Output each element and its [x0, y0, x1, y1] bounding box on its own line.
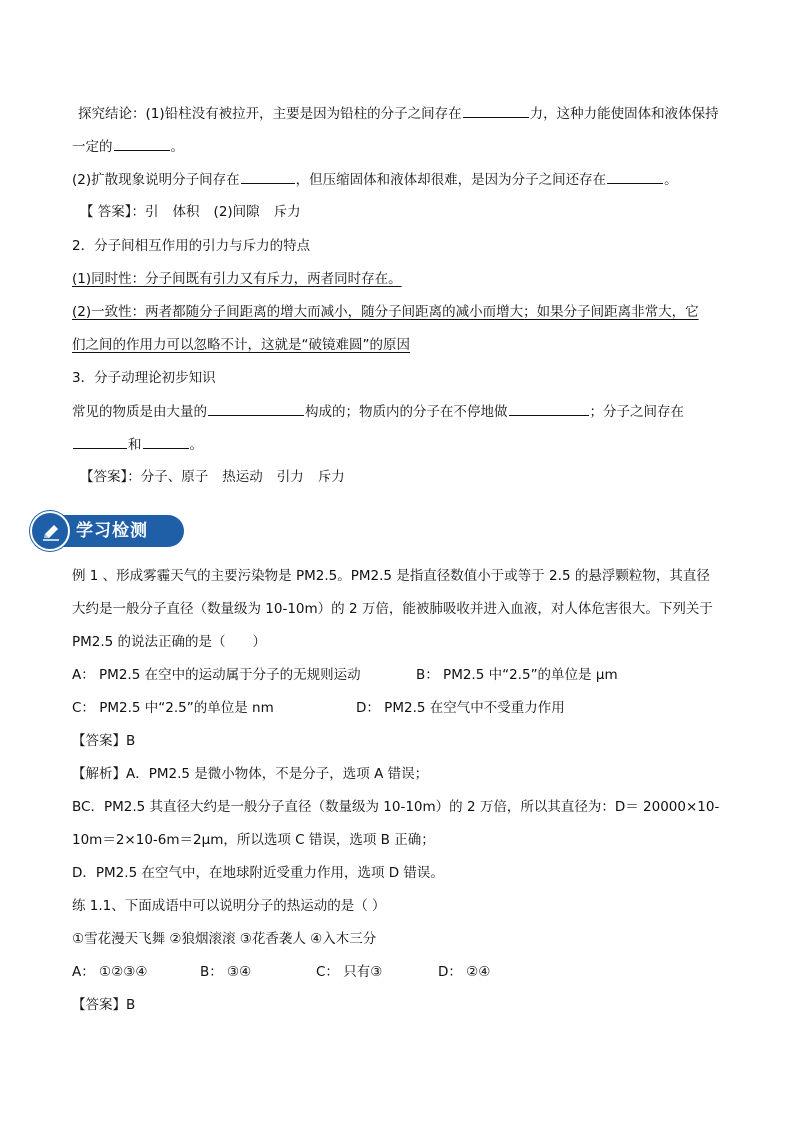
section-3-heading: 3．分子动理论初步知识: [72, 370, 216, 386]
conclusion-text: 。: [170, 139, 184, 155]
example-1-analysis-2: BC．PM2.5 其直径大约是一般分子直径（数量级为 10-10m）的 2 万倍，所以其直径为：D＝ 20000×10-: [72, 799, 720, 815]
practice-question: 练 1.1、下面成语中可以说明分子的热运动的是（ ）: [72, 898, 386, 914]
practice-options: [72, 962, 732, 982]
underlined-text: (1)同时性：分子间既有引力又有斥力，两者同时存在。: [72, 271, 402, 287]
answer-label: 【 答案】：: [80, 204, 146, 220]
example-1-options-cd: [72, 698, 732, 718]
fill-blank: [208, 401, 304, 416]
example-1-question-end: PM2.5 的说法正确的是（ ）: [72, 634, 267, 650]
pencil-icon: [40, 521, 62, 543]
option-d: D： ②④: [438, 964, 491, 980]
section-2-heading: 2．分子间相互作用的引力与斥力的特点: [72, 238, 311, 254]
option-d: D： PM2.5 在空气中不受重力作用: [356, 700, 565, 716]
option-a: A： PM2.5 在空中的运动属于分子的无规则运动: [72, 667, 361, 683]
example-1-question: 例 1 、形成雾霾天气的主要污染物是 PM2.5。PM2.5 是指直径数值小于或等于 2.5 的悬浮颗粒物，其直径: [72, 568, 710, 584]
option-b: B： PM2.5 中“2.5”的单位是 μm: [416, 667, 618, 683]
section-3-text: 常见的物质是由大量的: [72, 404, 207, 420]
fill-blank: [114, 136, 170, 151]
banner-title: 学习检测: [76, 521, 148, 541]
conclusion-text: (2)扩散现象说明分子间存在: [72, 172, 240, 188]
answer-item: 引: [145, 204, 159, 220]
conclusion-text: ，但压缩固体和液体却很难，是因为分子之间还存在: [295, 172, 607, 188]
example-1-analysis-4: D．PM2.5 在空气中，在地球附近受重力作用，选项 D 错误。: [72, 865, 444, 881]
answer-item: (2)间隙: [213, 204, 260, 220]
answer-item: 热运动: [222, 469, 263, 485]
conclusion-line-3: [72, 169, 732, 189]
section-2-point-2-cont: [72, 335, 732, 355]
option-c: C： PM2.5 中“2.5”的单位是 nm: [72, 700, 274, 716]
section-2-point-1: [72, 269, 732, 289]
conclusion-text: 探究结论：(1)铅柱没有被拉开，主要是因为铅柱的分子之间存在: [78, 106, 462, 122]
example-1-answer: 【答案】B: [72, 733, 136, 749]
banner-badge: [30, 511, 70, 551]
fill-blank: [143, 434, 189, 449]
fill-blank: [509, 401, 589, 416]
section-3-text: 构成的；物质内的分子在不停地做: [305, 404, 508, 420]
fill-blank: [241, 169, 295, 184]
conclusion-text: 力，这种力能使固体和液体保持: [529, 106, 719, 122]
example-1-question-cont: 大约是一般分子直径（数量级为 10-10m）的 2 万倍，能被肺吸收并进入血液，对人体危害很大。下列关于: [72, 601, 713, 617]
answer-item: 斥力: [273, 204, 301, 220]
section-3-text: 。: [189, 437, 203, 453]
underlined-text: 们之间的作用力可以忽略不计，这就是“破镜难圆”的原因: [72, 337, 410, 353]
fill-blank: [607, 169, 663, 184]
option-c: C： 只有③: [316, 964, 383, 980]
conclusion-line-1: [78, 103, 738, 123]
section-3-text: 和: [128, 437, 142, 453]
option-b: B： ③④: [200, 964, 252, 980]
example-1-analysis-1: 【解析】A．PM2.5 是微小物体，不是分子，选项 A 错误；: [72, 766, 429, 782]
option-a: A： ①②③④: [72, 964, 148, 980]
practice-items: ①雪花漫天飞舞 ②狼烟滚滚 ③花香袭人 ④入木三分: [72, 931, 377, 947]
conclusion-text: 一定的: [72, 139, 113, 155]
example-1-options-ab: [72, 665, 732, 685]
conclusion-text: 。: [664, 172, 678, 188]
conclusion-line-2: [72, 136, 732, 156]
section-3-answer: [80, 467, 740, 487]
answer-item: 引力: [276, 469, 304, 485]
answer-item: 分子、原子: [140, 469, 209, 485]
section-3-line-1: [72, 401, 732, 421]
section-3-text: ；分子之间存在: [589, 404, 684, 420]
section-2-point-2: [72, 302, 732, 322]
section-3-line-2: [72, 434, 732, 454]
fill-blank: [73, 434, 127, 449]
practice-answer: 【答案】B: [72, 997, 136, 1013]
conclusion-answer: [80, 202, 740, 222]
section-banner: [30, 511, 184, 551]
fill-blank: [463, 103, 529, 118]
answer-item: 体积: [172, 204, 200, 220]
underlined-text: (2)一致性：两者都随分子间距离的增大而减小，随分子间距离的减小而增大；如果分子间距离非常大，它: [72, 304, 699, 320]
answer-item: 斥力: [317, 469, 345, 485]
answer-label: 【答案】：: [80, 469, 141, 485]
example-1-analysis-3: 10m＝2×10-6m＝2μm，所以选项 C 错误，选项 B 正确；: [72, 832, 435, 848]
